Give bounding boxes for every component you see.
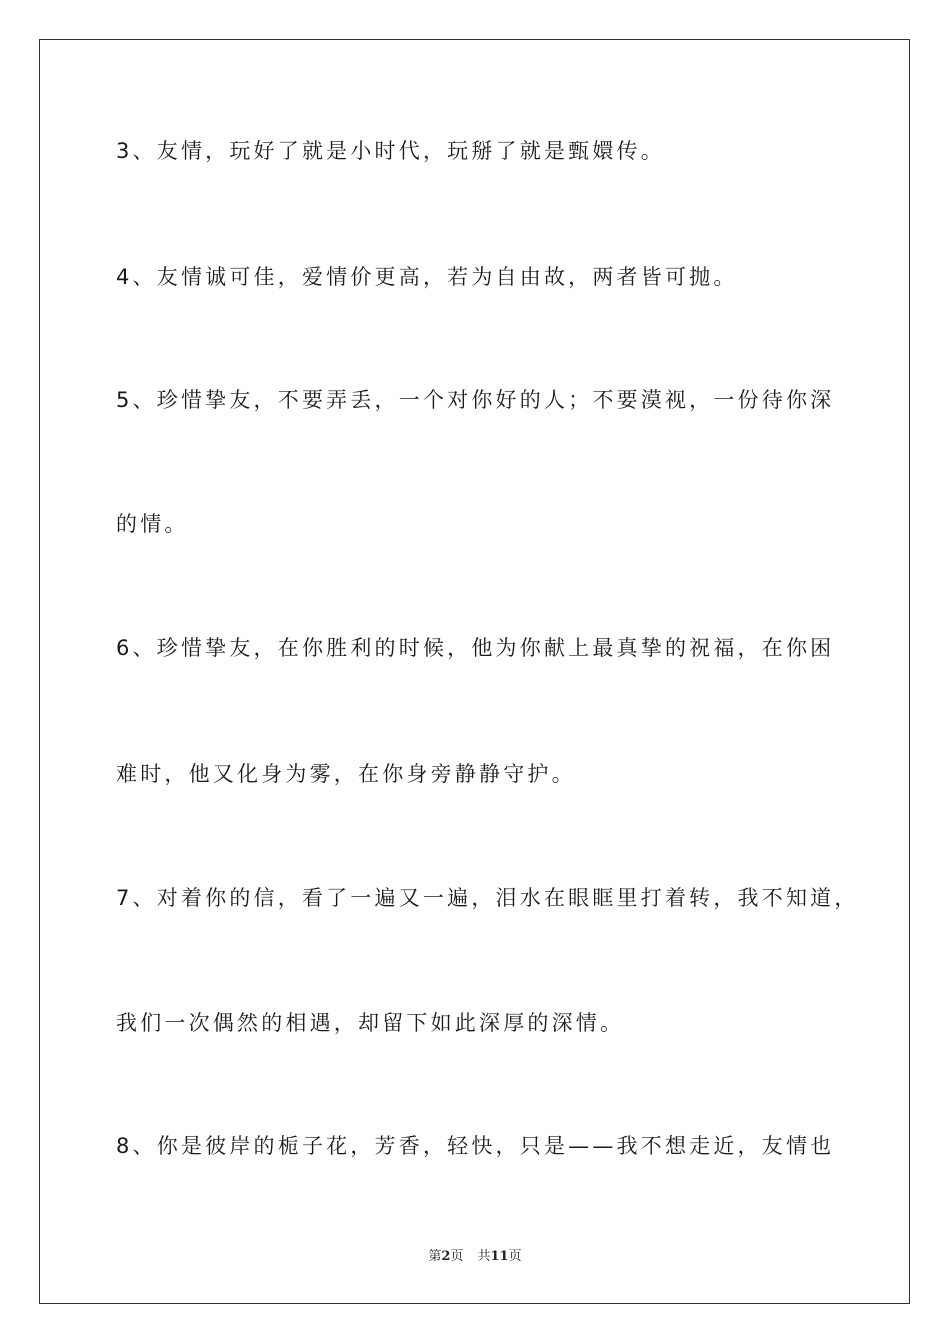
footer-total-prefix: 共 xyxy=(477,1249,491,1264)
footer-page-suffix: 页 xyxy=(450,1249,464,1264)
footer-page-number: 2 xyxy=(441,1249,451,1264)
footer-total-pages: 11 xyxy=(490,1249,509,1264)
text-line-item-5-cont: 的情。 xyxy=(116,512,189,536)
text-line-item-4: 4、友情诚可佳，爱情价更高，若为自由故，两者皆可抛。 xyxy=(116,265,738,289)
text-line-item-6: 6、珍惜挚友，在你胜利的时候，他为你献上最真挚的祝福，在你困 xyxy=(116,636,835,660)
text-line-item-3: 3、友情，玩好了就是小时代，玩掰了就是甄嬛传。 xyxy=(116,139,665,163)
text-line-item-5: 5、珍惜挚友，不要弄丢，一个对你好的人；不要漠视，一份待你深 xyxy=(116,388,835,412)
text-line-item-8: 8、你是彼岸的栀子花，芳香，轻快，只是——我不想走近，友情也 xyxy=(116,1134,835,1158)
page-footer xyxy=(0,1248,950,1266)
text-line-item-6-cont: 难时，他又化身为雾，在你身旁静静守护。 xyxy=(116,762,576,786)
text-line-item-7: 7、对着你的信，看了一遍又一遍，泪水在眼眶里打着转，我不知道， xyxy=(116,886,859,910)
text-line-item-7-cont: 我们一次偶然的相遇，却留下如此深厚的深情。 xyxy=(116,1011,625,1035)
page-border xyxy=(39,39,910,1304)
footer-total-suffix: 页 xyxy=(508,1249,522,1264)
footer-page-prefix: 第 xyxy=(428,1249,442,1264)
